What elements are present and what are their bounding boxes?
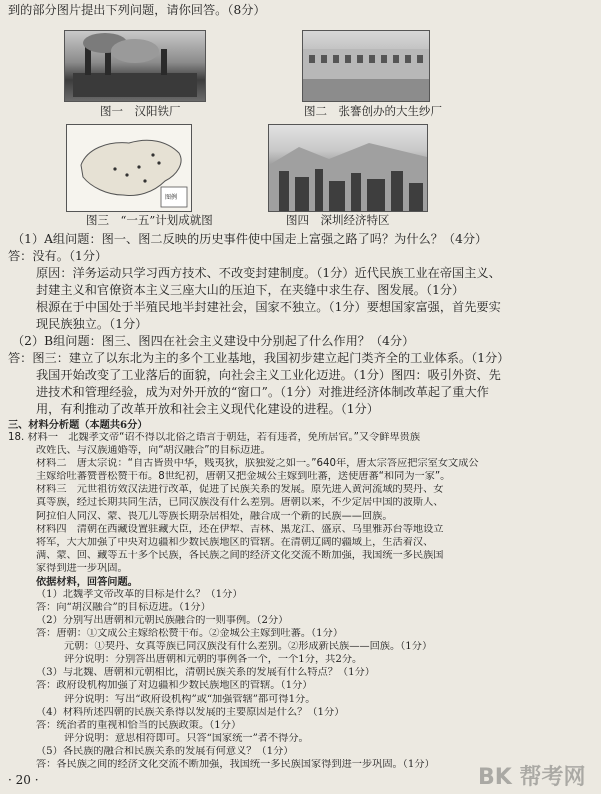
q18-2-scoring: 评分说明：分别答出唐朝和元朝的事例各一个，一个1分，共2分。	[64, 654, 363, 666]
intro-text: 到的部分图片提出下列问题，请你回答。（8分）	[8, 3, 266, 17]
material-3-line-2: 真等族，经过长期共同生活，已同汉族没有什么差别。唐朝以来，不少定居中国的波斯人、	[36, 497, 444, 509]
figure4-caption: 图四 深圳经济特区	[286, 213, 390, 227]
q18-1-question: （1）北魏孝文帝改革的目标是什么？（1分）	[36, 588, 243, 600]
q18-3-question: （3）与北魏、唐朝和元朝相比，清朝民族关系的发展有什么特点？（1分）	[36, 667, 375, 679]
material-2-line-1: 材料二 唐太宗说：“自古皆贵中华，贱夷狄，朕独爱之如一。”640年，唐太宗答应把宗室女文成公	[36, 458, 479, 470]
figure1-caption: 图一 汉阳铁厂	[100, 104, 181, 118]
mill-building-illustration	[303, 31, 429, 101]
q18-3-answer: 答：政府设机构加强了对边疆和少数民族地区的管辖。（1分）	[36, 680, 313, 692]
material-3-line-3: 阿拉伯人同汉、蒙、畏兀儿等族长期杂居相处，融合成一个新的民族——回族。	[36, 510, 393, 522]
material-1-line-1: 18. 材料一 北魏孝文帝“诏不得以北俗之语言于朝廷，若有违者，免所居官。”又令鲜卑贵族	[8, 432, 421, 444]
q1-a-reason-4: 现民族独立。（1分）	[36, 317, 148, 331]
figure3-caption: 图三 “一五”计划成就图	[86, 213, 213, 227]
figure2-caption: 图二 张謇创办的大生纱厂	[304, 104, 442, 118]
section-title: 三、材料分析题（本题共6分）	[8, 419, 148, 431]
figure-dasheng-mill-photo	[302, 30, 430, 102]
factory-smoke-illustration	[65, 31, 205, 101]
q18-4-scoring: 评分说明：意思相符即可。只答“国家统一”者不得分。	[64, 732, 309, 744]
material-1-line-2: 改姓氏、与汉族通婚等，向“胡汉融合”的目标迈进。	[36, 445, 271, 457]
q18-1-answer: 答：向“胡汉融合”的目标迈进。（1分）	[36, 602, 211, 614]
q1-b-question: （2）B组问题：图三、图四在社会主义建设中分别起了什么作用？（4分）	[12, 334, 415, 348]
q1-a-reason-1: 原因：洋务运动只学习西方技术、不改变封建制度。（1分）近代民族工业在帝国主义、	[36, 266, 501, 280]
q18-3-scoring: 评分说明：写出“政府设机构”或“加强管辖”都可得1分。	[64, 693, 316, 705]
q18-4-question: （4）材料所述四朝的民族关系得以发展的主要原因是什么？（1分）	[36, 706, 345, 718]
q18-5-answer: 答：各民族之间的经济文化交流不断加强，我国统一多民族国家得到进一步巩固。（1分）	[36, 758, 435, 770]
watermark-logo: BK 帮考网	[478, 765, 586, 790]
material-4-line-3: 满、蒙、回、藏等五十多个民族，各民族之间的经济文化交流不断加强，我国统一多民族国	[36, 549, 444, 561]
material-2-line-2: 主嫁给吐蕃赞普松赞干布。8世纪初，唐朝又把金城公主嫁到吐蕃，送使唐蕃“和同为一家”。	[36, 471, 451, 483]
q18-5-question: （5）各民族的融合和民族关系的发展有何意义？（1分）	[36, 745, 294, 757]
q1-a-question: （1）A组问题：图一、图二反映的历史事件使中国走上富强之路了吗？为什么？（4分）	[12, 232, 488, 246]
q18-2-answer-tang: 答：唐朝：①文成公主嫁给松赞干布。②金城公主嫁到吐蕃。（1分）	[36, 628, 344, 640]
instructions: 依据材料，回答问题。	[36, 575, 138, 588]
figure-shenzhen-sez-photo	[268, 124, 428, 212]
q18-2-answer-yuan: 元朝：①契丹、女真等族已同汉族没有什么差别。②形成新民族——回族。（1分）	[64, 641, 433, 653]
map-legend-label: 图例	[165, 194, 178, 201]
q1-b-answer-3: 进技术和管理经验，成为对外开放的“窗口”。（1分）对推进经济体制改革起了重大作	[36, 385, 489, 399]
q1-a-reason-2: 封建主义和官僚资本主义三座大山的压迫下，在夹缝中求生存、图发展。（1分）	[36, 283, 465, 297]
q1-b-answer-4: 用，有利推动了改革开放和社会主义现代化建设的进程。（1分）	[36, 402, 379, 416]
q18-4-answer: 答：统治者的重视和恰当的民族政策。（1分）	[36, 719, 242, 731]
q1-b-answer-2: 我国开始改变了工业落后的面貌，向社会主义工业化迈进。（1分）图四：吸引外资、先	[36, 368, 501, 382]
city-skyline-illustration	[269, 125, 427, 211]
figure-hanyang-iron-works-photo	[64, 30, 206, 102]
material-3-line-1: 材料三 元世祖彷效汉法进行改革，促进了民族关系的发展。原先进入黄河流域的契丹、女	[36, 484, 444, 496]
material-4-line-2: 将军，大大加强了中央对边疆和少数民族地区的管辖。在清朝辽阔的疆域上，生活着汉、	[36, 536, 434, 548]
q1-a-reason-3: 根源在于中国处于半殖民地半封建社会，国家不独立。（1分）要想国家富强，首先要实	[36, 300, 501, 314]
q18-2-question: （2）分别写出唐朝和元朝民族融合的一则事例。（2分）	[36, 615, 289, 627]
material-4-line-1: 材料四 清朝在西藏设置驻藏大臣，还在伊犁、吉林、黑龙江、盛京、乌里雅苏台等地设立	[36, 523, 444, 535]
page-number: · 20 ·	[8, 773, 39, 787]
figure-first-five-year-plan-map	[66, 124, 192, 212]
q1-a-answer: 答：没有。（1分）	[8, 249, 108, 263]
q1-b-answer-1: 答：图三：建立了以东北为主的多个工业基地，我国初步建立起门类齐全的工业体系。（1分）	[8, 351, 510, 365]
material-4-line-4: 家得到进一步巩固。	[36, 562, 128, 574]
